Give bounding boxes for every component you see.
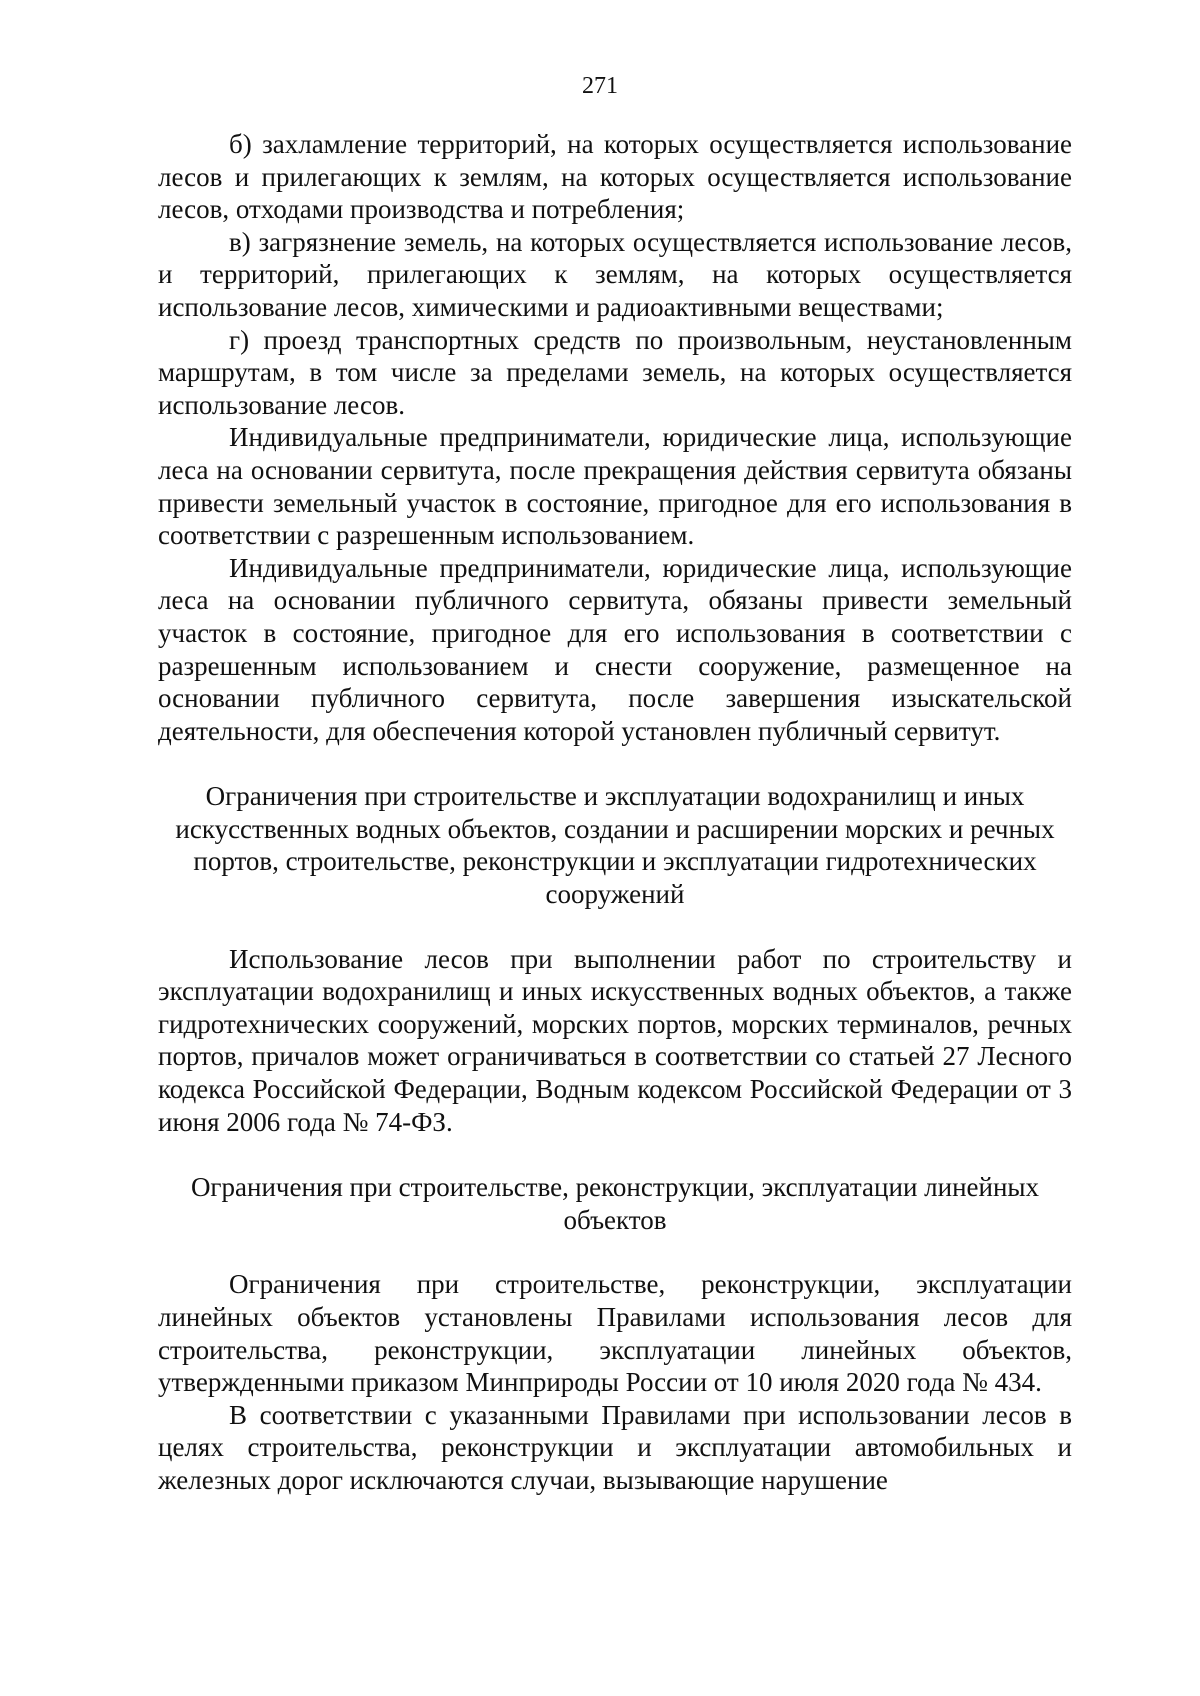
paragraph-linear-objects-rules: Ограничения при строительстве, реконструкции, эксплуатации линейных объектов установлены Правилами использования лесов для строительства, реконструкции, эксплуатации линейных объектов, утвержденными приказом Минприроды России от 10 июля 2020 года № 434. <box>158 1269 1072 1398</box>
spacer <box>158 911 1072 943</box>
spacer <box>158 747 1072 780</box>
spacer <box>158 1138 1072 1171</box>
section-heading-linear-objects: Ограничения при строительстве, реконструкции, эксплуатации линейных объектов <box>190 1172 1040 1235</box>
paragraph-roads: В соответствии с указанными Правилами при использовании лесов в целях строительства, реконструкции и эксплуатации автомобильных и железных дорог исключаются случаи, вызывающие нарушение <box>158 1399 1072 1495</box>
document-body <box>158 128 1072 1497</box>
paragraph-item-g: г) проезд транспортных средств по произвольным, неустановленным маршрутам, в том числе за пределами земель, на которых осуществляется использование лесов. <box>158 324 1072 420</box>
paragraph-public-servitude: Индивидуальные предприниматели, юридические лица, использующие леса на основании публичного сервитута, обязаны привести земельный участок в состояние, пригодное для его использования в соответствии с разрешенным использованием и снести сооружение, размещенное на основании публичного сервитута, после завершения изыскательской деятельности, для обеспечения которой установлен публичный сервитут. <box>158 552 1072 746</box>
paragraph-servitude: Индивидуальные предприниматели, юридические лица, использующие леса на основании сервитута, после прекращения действия сервитута обязаны привести земельный участок в состояние, пригодное для его использования в соответствии с разрешенным использованием. <box>158 422 1072 551</box>
paragraph-item-v: в) загрязнение земель, на которых осуществляется использование лесов, и территорий, прилегающих к землям, на которых осуществляется использование лесов, химическими и радиоактивными веществами; <box>158 226 1072 322</box>
section-heading-reservoirs: Ограничения при строительстве и эксплуатации водохранилищ и иных искусственных водных объектов, создании и расширении морских и речных портов, строительстве, реконструкции и эксплуатации гидротехнических сооружений <box>175 781 1055 910</box>
page-number: 271 <box>582 73 618 99</box>
spacer <box>158 1236 1072 1268</box>
paragraph-item-b: б) захламление территорий, на которых осуществляется использование лесов и прилегающих к землям, на которых осуществляется использование лесов, отходами производства и потребления; <box>158 129 1072 225</box>
paragraph-reservoirs: Использование лесов при выполнении работ по строительству и эксплуатации водохранилищ и иных искусственных водных объектов, а также гидротехнических сооружений, морских портов, морских терминалов, речных портов, причалов может ограничиваться в соответствии со статьей 27 Лесного кодекса Российской Федерации, Водным кодексом Российской Федерации от 3 июня 2006 года № 74-ФЗ. <box>158 943 1072 1137</box>
